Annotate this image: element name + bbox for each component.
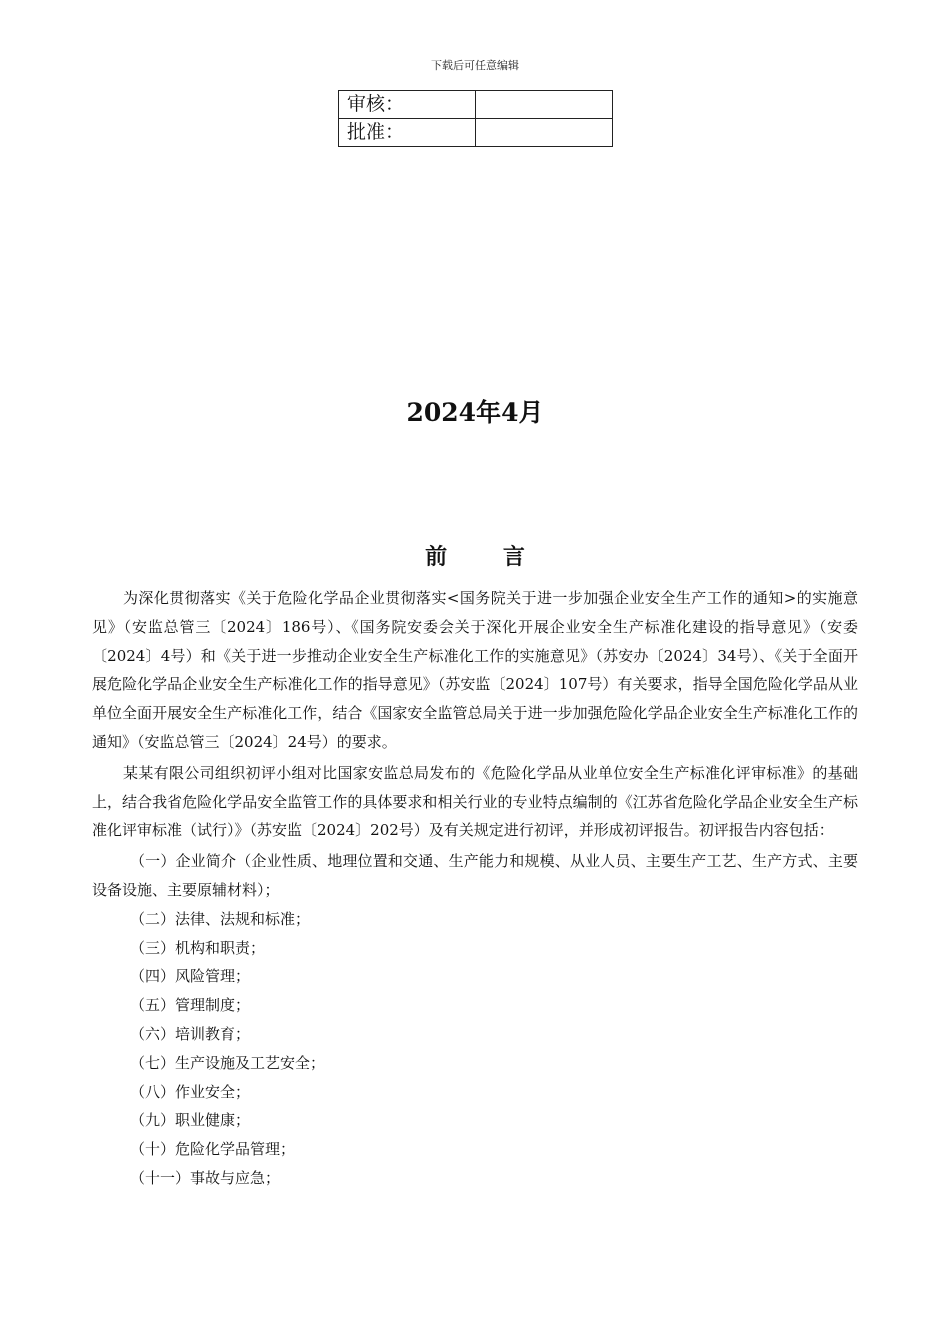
preface-title: 前 言: [425, 544, 549, 570]
list-item: （六）培训教育；: [130, 1024, 251, 1043]
list-item: （十一）事故与应急；: [130, 1168, 281, 1187]
approval-table: [338, 90, 613, 147]
list-item: （二）法律、法规和标准；: [130, 909, 311, 928]
list-item: （七）生产设施及工艺安全；: [130, 1053, 326, 1072]
list-item: （四）风险管理；: [130, 967, 251, 986]
document-date: 2024年4月: [406, 398, 544, 427]
review-label: 审核：: [339, 91, 476, 119]
preface-paragraph: 某某有限公司组织初评小组对比国家安监总局发布的《危险化学品从业单位安全生产标准化评审标准》的基础上，结合我省危险化学品安全监管工作的具体要求和相关行业的专业特点编制的《江苏省危险化学品企业安全生产标准化评审标准（试行）》（苏安监〔2024〕202号）及有关规定进行初评，并形成初评报告。初评报告内容包括：: [92, 763, 858, 840]
list-item: （八）作业安全；: [130, 1082, 251, 1101]
list-item: （五）管理制度；: [130, 996, 251, 1015]
approve-value: [476, 119, 613, 147]
report-contents-list: [92, 847, 858, 1193]
list-item: （三）机构和职责；: [130, 938, 266, 957]
list-item: （十）危险化学品管理；: [130, 1140, 296, 1159]
approval-row-approve: [339, 119, 613, 147]
review-value: [476, 91, 613, 119]
list-item: （九）职业健康；: [130, 1111, 251, 1130]
header-note: 下载后可任意编辑: [431, 59, 519, 72]
preface-paragraph: 为深化贯彻落实《关于危险化学品企业贯彻落实<国务院关于进一步加强企业安全生产工作的通知>的实施意见》（安监总管三〔2024〕186号）、《国务院安委会关于深化开展企业安全生产标准化建设的指导意见》（安委〔2024〕4号）和《关于进一步推动企业安全生产标准化工作的实施意见》（苏安办〔2024〕34号）、《关于全面开展危险化学品企业安全生产标准化工作的指导意见》（苏安监〔2024〕107号）有关要求，指导全国危险化学品从业单位全面开展安全生产标准化工作，结合《国家安全监管总局关于进一步加强危险化学品企业安全生产标准化工作的通知》（安监总管三〔2024〕24号）的要求。: [92, 589, 858, 751]
list-item: （一）企业简介（企业性质、地理位置和交通、生产能力和规模、从业人员、主要生产工艺、生产方式、主要设备设施、主要原辅材料）；: [92, 852, 858, 899]
approve-label: 批准：: [339, 119, 476, 147]
approval-row-review: [339, 91, 613, 119]
preface-body: [92, 584, 858, 1193]
